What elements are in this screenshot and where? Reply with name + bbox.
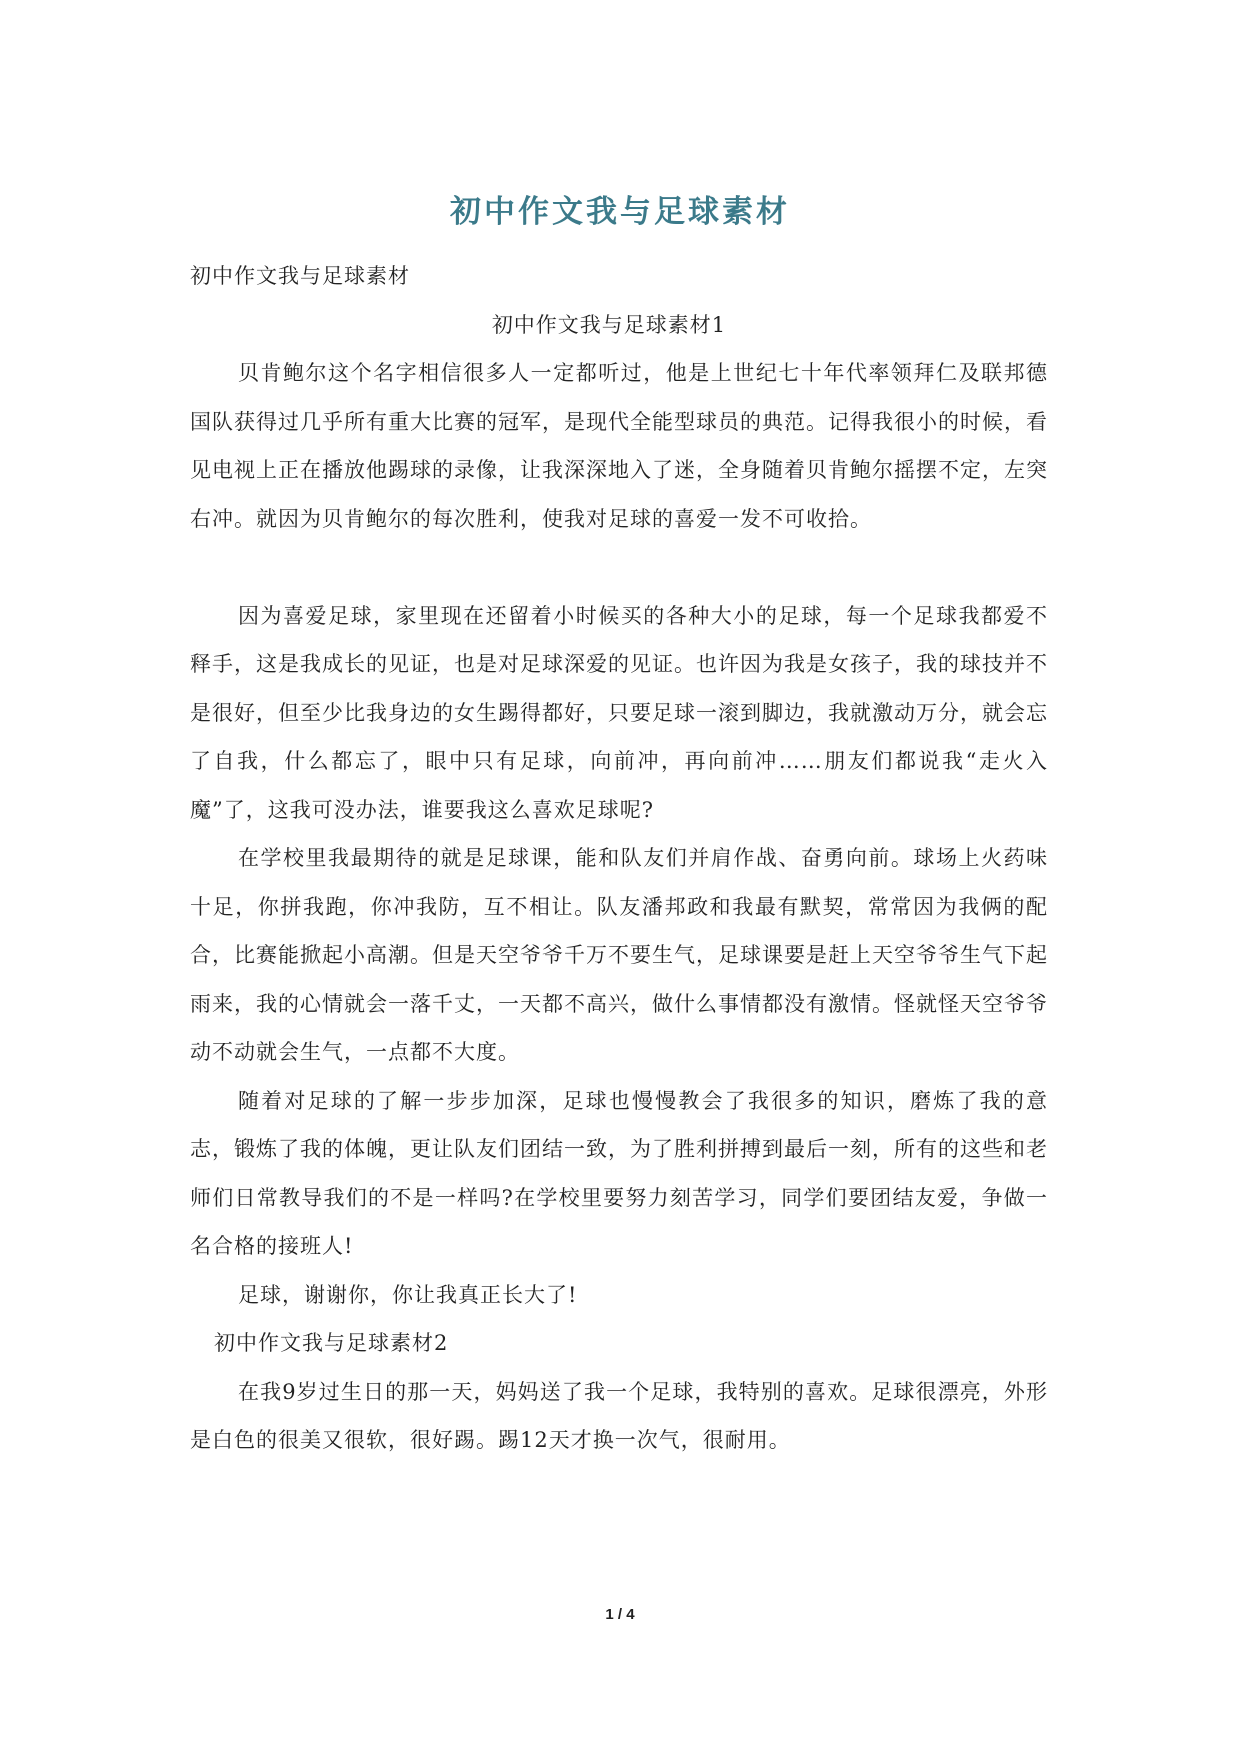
section-2-paragraph: 在我9岁过生日的那一天，妈妈送了我一个足球，我特别的喜欢。足球很漂亮，外形是白色的很美又很软，很好踢。踢12天才换一次气，很耐用。 <box>190 1379 1048 1452</box>
document-subtitle: 初中作文我与足球素材 <box>190 264 410 288</box>
paragraph-spacer <box>190 543 1048 592</box>
body-paragraph-1: 贝肯鲍尔这个名字相信很多人一定都听过，他是上世纪七十年代率领拜仁及联邦德国队获得过几乎所有重大比赛的冠军，是现代全能型球员的典范。记得我很小的时候，看见电视上正在播放他踢球的录像，让我深深地入了迷，全身随着贝肯鲍尔摇摆不定，左突右冲。就因为贝肯鲍尔的每次胜利，使我对足球的喜爱一发不可收拾。 <box>190 361 1048 531</box>
section-2-title: 初中作文我与足球素材2 <box>214 1331 449 1355</box>
body-paragraph-5: 足球，谢谢你，你让我真正长大了! <box>238 1282 578 1307</box>
body-paragraph-3: 在学校里我最期待的就是足球课，能和队友们并肩作战、奋勇向前。球场上火药味十足，你拼我跑，你冲我防，互不相让。队友潘邦政和我最有默契，常常因为我俩的配合，比赛能掀起小高潮。但是天空爷爷千万不要生气，足球课要是赶上天空爷爷生气下起雨来，我的心情就会一落千丈，一天都不高兴，做什么事情都没有激情。怪就怪天空爷爷动不动就会生气，一点都不大度。 <box>190 846 1048 1064</box>
section-1-title: 初中作文我与足球素材1 <box>491 312 727 337</box>
document-title: 初中作文我与足球素材 <box>450 194 790 230</box>
document-body <box>190 252 1048 1465</box>
body-paragraph-2: 因为喜爱足球，家里现在还留着小时候买的各种大小的足球，每一个足球我都爱不释手，这是我成长的见证，也是对足球深爱的见证。也许因为我是女孩子，我的球技并不是很好，但至少比我身边的女生踢得都好，只要足球一滚到脚边，我就激动万分，就会忘了自我，什么都忘了，眼中只有足球，向前冲，再向前冲……朋友们都说我“走火入魔”了，这我可没办法，谁要我这么喜欢足球呢? <box>190 603 1048 822</box>
body-paragraph-4: 随着对足球的了解一步步加深，足球也慢慢教会了我很多的知识，磨炼了我的意志，锻炼了我的体魄，更让队友们团结一致，为了胜利拼搏到最后一刻，所有的这些和老师们日常教导我们的不是一样吗?在学校里要努力刻苦学习，同学们要团结友爱，争做一名合格的接班人! <box>190 1088 1048 1258</box>
page-number: 1 / 4 <box>605 1606 635 1623</box>
